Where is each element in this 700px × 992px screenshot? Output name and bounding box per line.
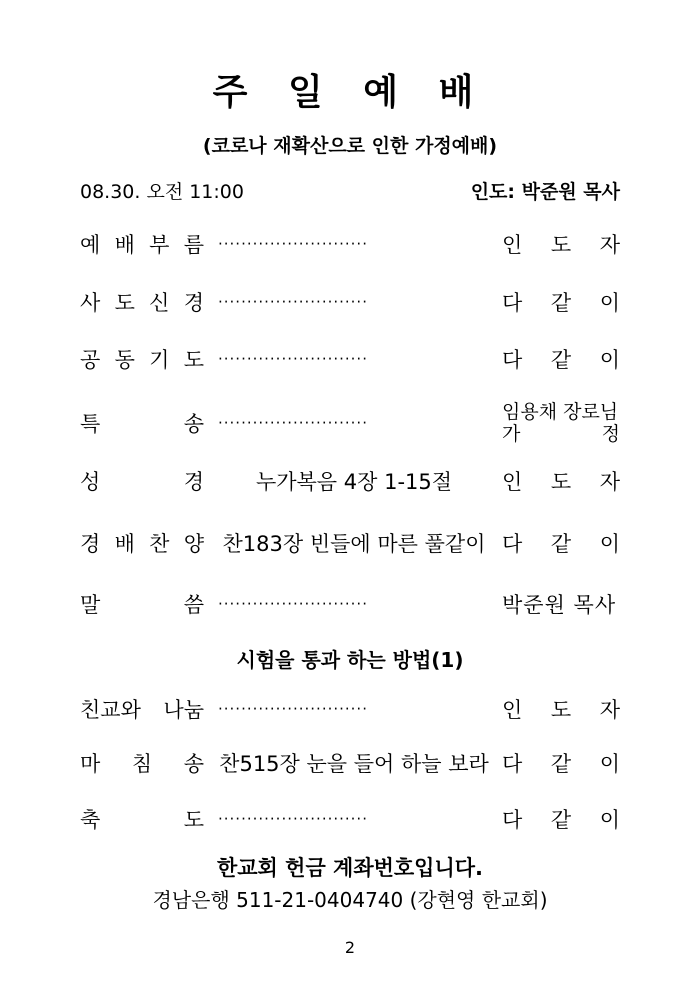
offering-notice: 한교회 헌금 계좌번호입니다. <box>216 856 484 880</box>
page-title: 주 일 예 배 <box>212 72 488 113</box>
order-item-person: 박준원 목사 <box>502 593 617 617</box>
order-row-closing-song <box>80 743 620 783</box>
dot-leader: ·························· <box>218 810 368 828</box>
order-row-scripture <box>80 461 620 501</box>
order-item-person: 다 같 이 <box>502 808 620 832</box>
hymn-reference: 찬515장 눈을 들어 하늘 보라 <box>219 752 489 776</box>
dot-leader: ·························· <box>218 595 368 613</box>
order-item-name: 사 도 신 경 <box>80 291 204 315</box>
order-row-benediction <box>80 799 620 839</box>
order-item-name: 특 송 <box>80 412 204 436</box>
order-row-sermon <box>80 584 620 624</box>
page-number: 2 <box>344 938 356 957</box>
order-item-name: 축 도 <box>80 808 204 832</box>
order-item-person: 인 도 자 <box>502 470 620 494</box>
order-item-person: 다 같 이 <box>502 348 620 372</box>
order-row-special-song <box>80 400 620 446</box>
dot-leader: ·························· <box>218 293 368 311</box>
order-item-name: 경 배 찬 양 <box>80 532 204 556</box>
order-item-name: 친교와 나눔 <box>80 698 204 722</box>
dot-leader: ·························· <box>218 235 368 253</box>
service-leader: 인도: 박준원 목사 <box>470 181 620 203</box>
order-row-apostles-creed <box>80 282 620 322</box>
scripture-reference: 누가복음 4장 1-15절 <box>255 470 453 494</box>
order-item-name: 공 동 기 도 <box>80 348 204 372</box>
order-item-name: 예 배 부 름 <box>80 233 204 257</box>
dot-leader: ·························· <box>218 414 368 432</box>
service-date-time: 08.30. 오전 11:00 <box>80 181 244 203</box>
order-row-call-to-worship <box>80 224 620 264</box>
order-item-person: 다 같 이 <box>502 291 620 315</box>
order-item-person: 다 같 이 <box>502 532 620 556</box>
sermon-title: 시험을 통과 하는 방법(1) <box>236 648 464 672</box>
order-item-name: 마 침 송 <box>80 752 204 776</box>
order-item-name: 성 경 <box>80 470 204 494</box>
bank-account: 경남은행 511-21-0404740 (강현영 한교회) <box>152 888 548 912</box>
service-meta <box>80 178 620 206</box>
dot-leader: ·························· <box>218 700 368 718</box>
dot-leader: ·························· <box>218 350 368 368</box>
order-row-praise <box>80 523 620 563</box>
order-row-fellowship <box>80 689 620 729</box>
hymn-reference: 찬183장 빈들에 마른 풀같이 <box>222 532 486 556</box>
order-item-name: 말 씀 <box>80 593 204 617</box>
order-item-person: 임용채 장로님 가 정 <box>502 401 620 445</box>
order-item-person: 인 도 자 <box>502 233 620 257</box>
page-subtitle: (코로나 재확산으로 인한 가정예배) <box>202 135 498 157</box>
order-row-common-prayer <box>80 339 620 379</box>
order-item-person: 인 도 자 <box>502 698 620 722</box>
order-item-person: 다 같 이 <box>502 752 620 776</box>
